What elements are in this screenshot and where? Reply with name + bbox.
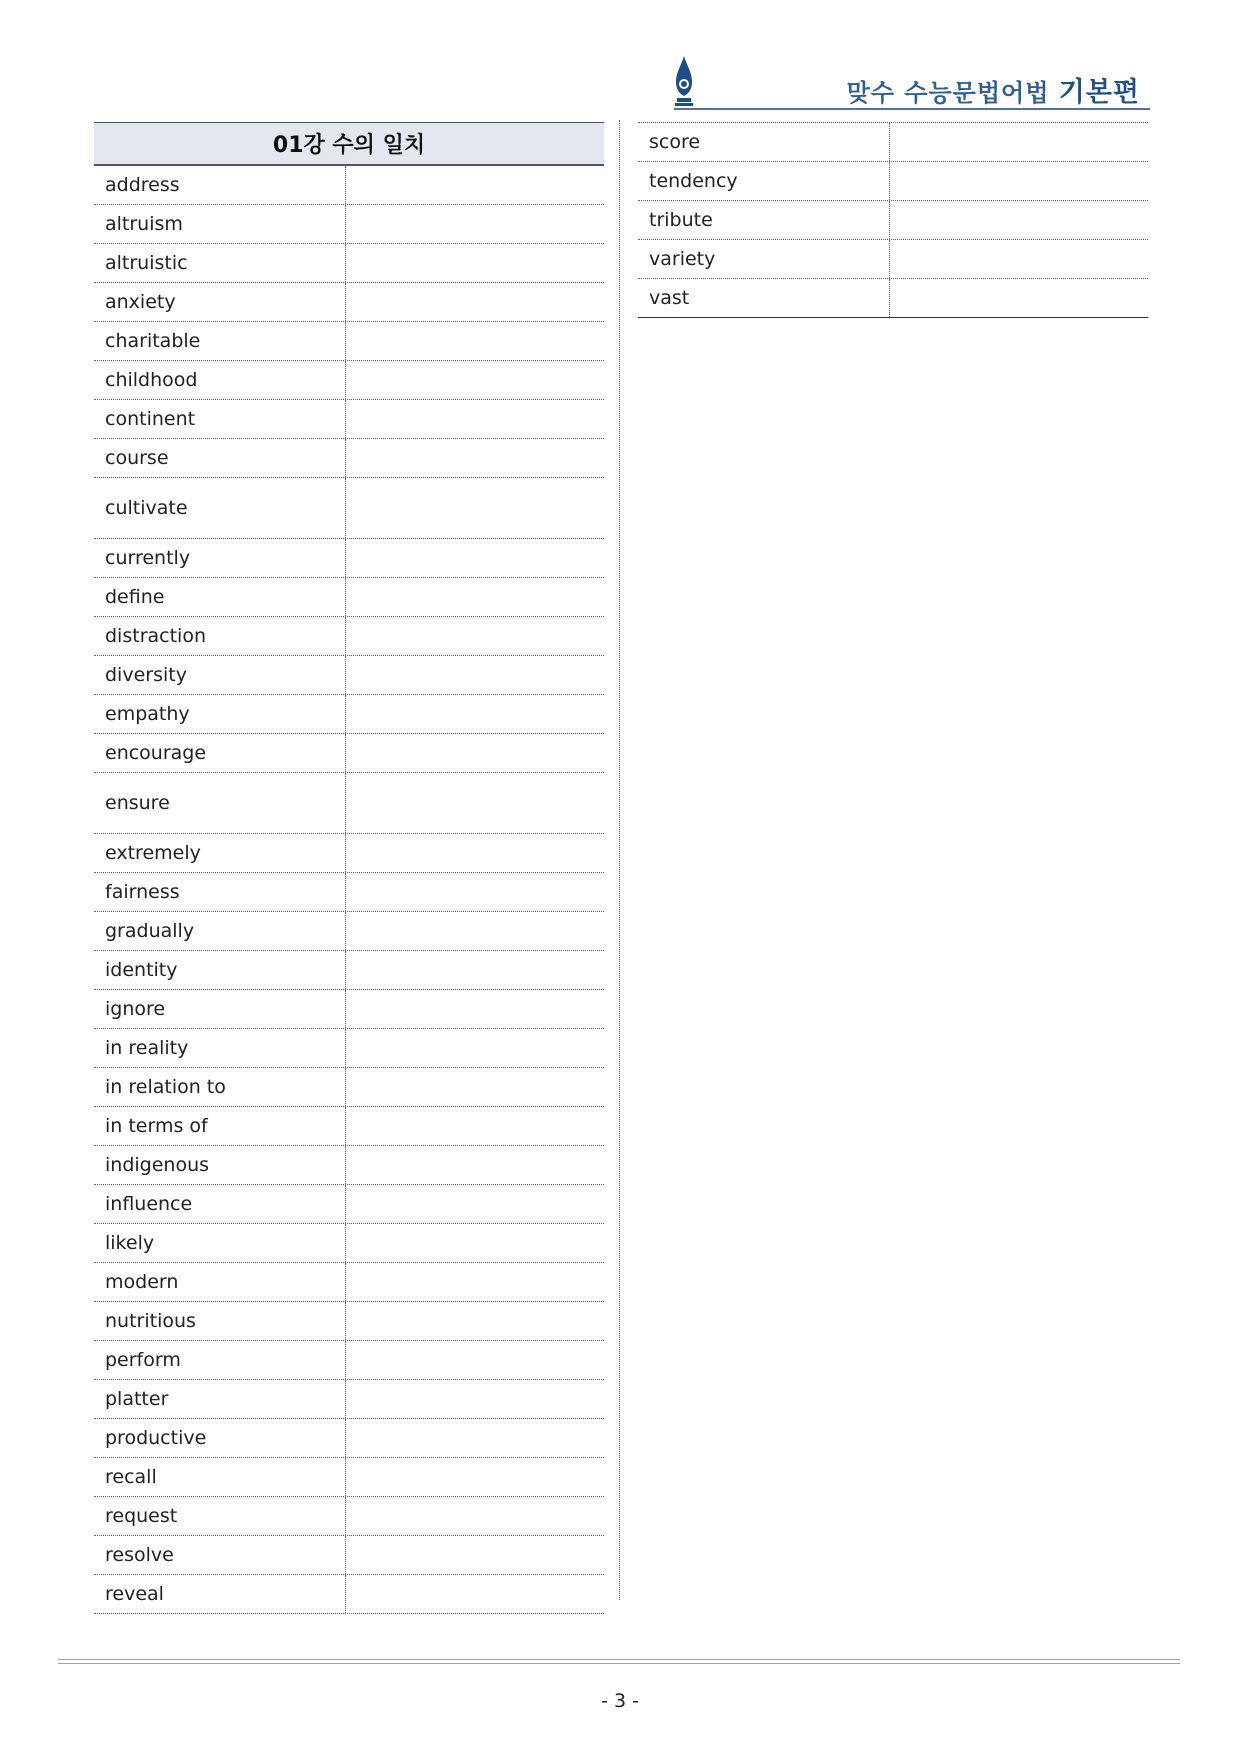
table-row <box>94 1341 604 1380</box>
table-row <box>94 361 604 400</box>
meaning-blank[interactable] <box>345 1185 604 1223</box>
vocab-word: charitable <box>105 330 201 352</box>
table-row <box>94 1224 604 1263</box>
table-row <box>94 734 604 773</box>
table-row <box>638 240 1148 279</box>
vocab-word: diversity <box>105 664 187 686</box>
meaning-blank[interactable] <box>889 201 1148 239</box>
vocab-word: reveal <box>105 1583 164 1605</box>
vocab-word: ignore <box>105 998 166 1020</box>
column-divider <box>619 120 620 1600</box>
table-row <box>94 873 604 912</box>
table-row <box>94 578 604 617</box>
vocab-word: perform <box>105 1349 181 1371</box>
table-row <box>638 162 1148 201</box>
meaning-blank[interactable] <box>345 773 604 833</box>
table-row <box>94 656 604 695</box>
brand-title <box>847 70 1140 109</box>
brand-strong: 기본편 <box>1058 77 1140 108</box>
table-row <box>638 279 1148 318</box>
table-row <box>94 1068 604 1107</box>
meaning-blank[interactable] <box>345 1029 604 1067</box>
page-header <box>668 54 1150 110</box>
vocab-rows-right <box>638 123 1148 318</box>
meaning-blank[interactable] <box>345 1107 604 1145</box>
table-row <box>94 478 604 539</box>
fountain-pen-nib-icon <box>668 54 700 110</box>
meaning-blank[interactable] <box>345 578 604 616</box>
vocab-word: fairness <box>105 881 180 903</box>
table-row <box>94 322 604 361</box>
vocab-word: resolve <box>105 1544 174 1566</box>
table-row <box>94 990 604 1029</box>
meaning-blank[interactable] <box>345 1419 604 1457</box>
meaning-blank[interactable] <box>345 873 604 911</box>
table-row <box>94 1263 604 1302</box>
vocab-word: currently <box>105 547 191 569</box>
vocab-word: tendency <box>649 170 738 192</box>
vocab-word: in terms of <box>105 1115 208 1137</box>
table-row <box>94 1536 604 1575</box>
header-rule <box>674 108 1150 110</box>
meaning-blank[interactable] <box>345 951 604 989</box>
meaning-blank[interactable] <box>889 123 1148 161</box>
table-row <box>638 201 1148 240</box>
vocab-word: empathy <box>105 703 190 725</box>
meaning-blank[interactable] <box>345 1458 604 1496</box>
table-row <box>94 1458 604 1497</box>
meaning-blank[interactable] <box>345 617 604 655</box>
vocab-word: in reality <box>105 1037 189 1059</box>
table-row <box>94 1185 604 1224</box>
meaning-blank[interactable] <box>889 162 1148 200</box>
vocab-word: childhood <box>105 369 198 391</box>
table-row <box>94 1107 604 1146</box>
meaning-blank[interactable] <box>345 834 604 872</box>
table-row <box>94 283 604 322</box>
vocab-word: in relation to <box>105 1076 226 1098</box>
meaning-blank[interactable] <box>345 361 604 399</box>
table-row <box>94 400 604 439</box>
table-row <box>638 123 1148 162</box>
meaning-blank[interactable] <box>345 1497 604 1535</box>
vocab-word: tribute <box>649 209 713 231</box>
vocab-word: encourage <box>105 742 207 764</box>
meaning-blank[interactable] <box>345 1536 604 1574</box>
meaning-blank[interactable] <box>889 240 1148 278</box>
table-row <box>94 1302 604 1341</box>
vocab-word: anxiety <box>105 291 176 313</box>
vocab-word: altruism <box>105 213 183 235</box>
vocab-word: request <box>105 1505 178 1527</box>
meaning-blank[interactable] <box>345 1302 604 1340</box>
vocab-word: altruistic <box>105 252 188 274</box>
vocab-word: indigenous <box>105 1154 210 1176</box>
meaning-blank[interactable] <box>345 1380 604 1418</box>
meaning-blank[interactable] <box>889 279 1148 317</box>
meaning-blank[interactable] <box>345 912 604 950</box>
meaning-blank[interactable] <box>345 656 604 694</box>
table-row <box>94 1146 604 1185</box>
vocab-word: gradually <box>105 920 195 942</box>
meaning-blank[interactable] <box>345 244 604 282</box>
table-row <box>94 166 604 205</box>
vocab-table-right <box>638 122 1148 318</box>
vocab-word: distraction <box>105 625 206 647</box>
vocab-word: vast <box>649 287 690 309</box>
meaning-blank[interactable] <box>345 734 604 772</box>
footer-rule <box>58 1659 1180 1664</box>
table-row <box>94 539 604 578</box>
table-row <box>94 1380 604 1419</box>
meaning-blank[interactable] <box>345 322 604 360</box>
meaning-blank[interactable] <box>345 695 604 733</box>
meaning-blank[interactable] <box>345 166 604 204</box>
table-row <box>94 912 604 951</box>
table-row <box>94 1029 604 1068</box>
vocab-word: nutritious <box>105 1310 196 1332</box>
meaning-blank[interactable] <box>345 1575 604 1613</box>
vocab-word: course <box>105 447 169 469</box>
table-row <box>94 773 604 834</box>
table-row <box>94 1497 604 1536</box>
vocab-word: recall <box>105 1466 157 1488</box>
vocab-word: influence <box>105 1193 193 1215</box>
table-row <box>94 439 604 478</box>
table-row <box>94 951 604 990</box>
vocab-word: likely <box>105 1232 155 1254</box>
table-row <box>94 1575 604 1614</box>
vocab-rows-left <box>94 166 604 1614</box>
table-row <box>94 695 604 734</box>
meaning-blank[interactable] <box>345 283 604 321</box>
table-row <box>94 617 604 656</box>
meaning-blank[interactable] <box>345 478 604 538</box>
vocab-word: address <box>105 174 180 196</box>
table-row <box>94 205 604 244</box>
vocab-word: ensure <box>105 792 170 814</box>
table-row <box>94 834 604 873</box>
table-row <box>94 1419 604 1458</box>
meaning-blank[interactable] <box>345 1341 604 1379</box>
vocab-word: productive <box>105 1427 207 1449</box>
vocab-word: variety <box>649 248 716 270</box>
meaning-blank[interactable] <box>345 990 604 1028</box>
meaning-blank[interactable] <box>345 1263 604 1301</box>
vocab-word: identity <box>105 959 178 981</box>
vocab-word: modern <box>105 1271 179 1293</box>
meaning-blank[interactable] <box>345 400 604 438</box>
vocab-word: extremely <box>105 842 201 864</box>
page-number: - 3 - <box>601 1690 639 1712</box>
brand-prefix: 맞수 수능문법어법 <box>846 79 1059 107</box>
meaning-blank[interactable] <box>345 1068 604 1106</box>
meaning-blank[interactable] <box>345 1224 604 1262</box>
vocab-word: define <box>105 586 165 608</box>
vocab-word: score <box>649 131 701 153</box>
meaning-blank[interactable] <box>345 1146 604 1184</box>
meaning-blank[interactable] <box>345 439 604 477</box>
lesson-title: 01강 수의 일치 <box>94 122 604 166</box>
vocab-table-left <box>94 122 604 1614</box>
meaning-blank[interactable] <box>345 205 604 243</box>
vocab-word: platter <box>105 1388 169 1410</box>
vocab-word: continent <box>105 408 196 430</box>
meaning-blank[interactable] <box>345 539 604 577</box>
table-row <box>94 244 604 283</box>
vocab-word: cultivate <box>105 497 188 519</box>
